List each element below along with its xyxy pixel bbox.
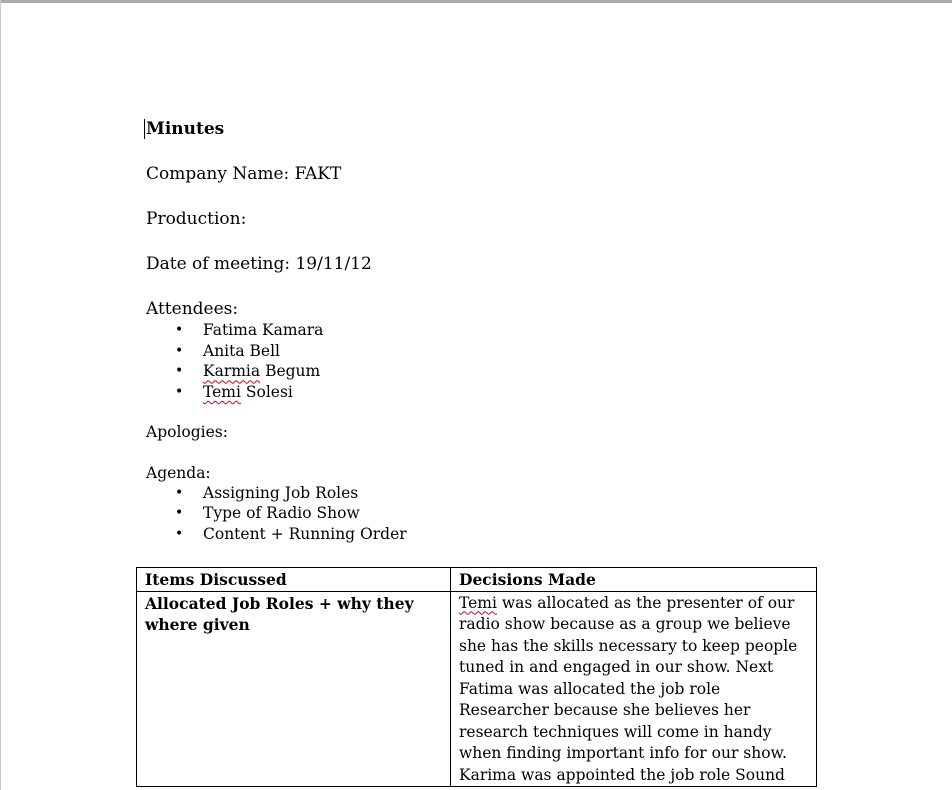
bullet-icon: • (175, 342, 184, 359)
attendee-item: • Karmia Begum (175, 362, 321, 381)
decision-made-cell[interactable]: Temi was allocated as the presenter of our radio show because as a group we believe she has the skills necessary to keep people tuned in and engaged in our show. Next Fatima was allocated the job role Researcher because she believes her research techniques will come in handy when finding important info for our show. Karima was appointed the job role Sound (451, 591, 817, 787)
item-discussed-cell[interactable]: Allocated Job Roles + why they where given (137, 591, 451, 787)
meeting-date-line: Date of meeting: 19/11/12 (146, 254, 372, 274)
bullet-icon: • (175, 322, 184, 338)
agenda-label: Agenda: (146, 463, 211, 482)
agenda-item: • Assigning Job Roles (175, 483, 359, 502)
company-name-line: Company Name: FAKT (146, 164, 342, 184)
bullet-icon: • (175, 484, 184, 501)
attendees-list (146, 320, 826, 403)
agenda-list (146, 483, 826, 545)
bullet-icon: • (175, 505, 184, 522)
bullet-icon: • (175, 363, 184, 380)
attendee-item: • Anita Bell (175, 341, 281, 360)
page-left-edge (0, 0, 1, 790)
header-decisions-made: Decisions Made (451, 568, 817, 592)
apologies-label: Apologies: (146, 422, 228, 441)
document-page[interactable] (146, 118, 826, 545)
text-cursor (144, 119, 145, 139)
attendee-item: • Temi Solesi (175, 383, 293, 402)
bullet-icon: • (175, 384, 184, 401)
window-top-border (0, 0, 952, 3)
spelling-error-mark: Temi (459, 593, 497, 612)
attendee-item: • Fatima Kamara (175, 321, 324, 339)
attendees-label: Attendees: (146, 299, 239, 319)
header-items-discussed: Items Discussed (137, 568, 451, 592)
table-row (137, 591, 817, 787)
production-line: Production: (146, 209, 247, 229)
minutes-table[interactable] (136, 567, 817, 787)
spelling-error-mark: Temi (203, 383, 241, 402)
agenda-item: • Type of Radio Show (175, 504, 360, 523)
bullet-icon: • (175, 526, 184, 543)
agenda-item: • Content + Running Order (175, 525, 407, 544)
spelling-error-mark: Karmia (203, 362, 261, 381)
document-title: Minutes (146, 119, 225, 139)
table-header-row (137, 568, 817, 592)
